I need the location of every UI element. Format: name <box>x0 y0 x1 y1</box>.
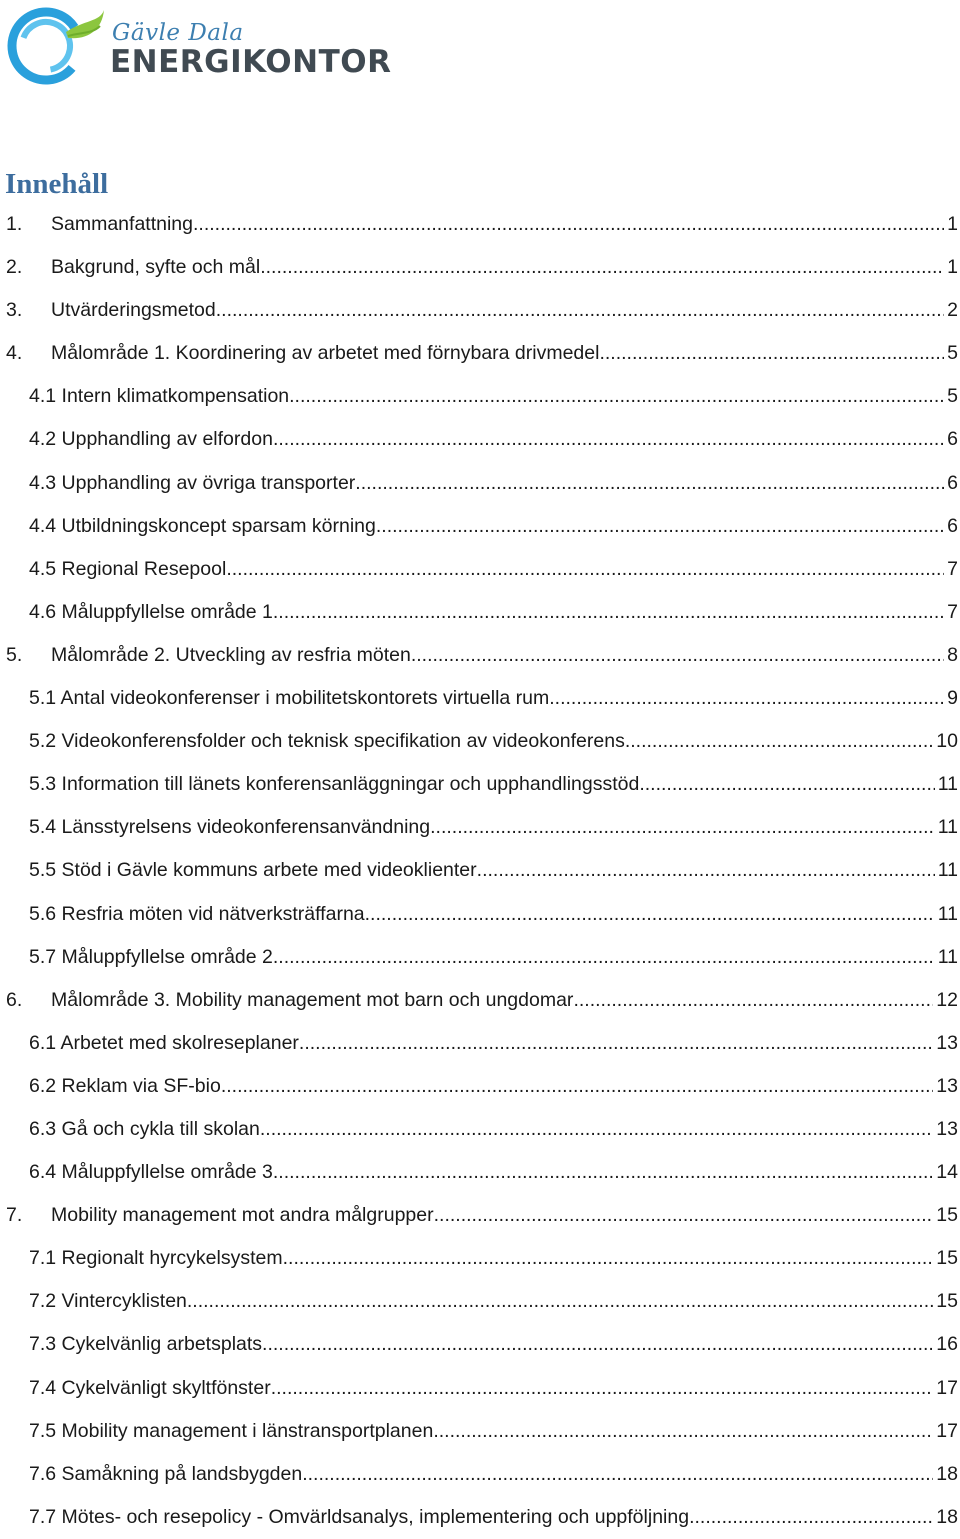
toc-entry-title: 6.4 Måluppfyllelse område 3 <box>29 1161 273 1184</box>
toc-dot-leader <box>273 1151 933 1194</box>
toc-dot-leader <box>430 806 935 849</box>
toc-entry-number: 1. <box>6 213 23 235</box>
toc-entry[interactable] <box>0 1194 960 1237</box>
toc-entry-page: 11 <box>937 773 958 796</box>
toc-entry-page: 15 <box>936 1290 958 1313</box>
logo-wordmark-top: Gävle Dala <box>112 20 244 46</box>
toc-entry-line <box>29 1022 960 1065</box>
toc-entry-line <box>29 1280 960 1323</box>
logo-swirl-icon <box>4 2 108 88</box>
toc-entry[interactable] <box>0 634 960 677</box>
toc-dot-leader <box>193 203 944 246</box>
toc-entry-line <box>29 806 960 849</box>
toc-dot-leader <box>599 332 944 375</box>
logo-wordmark-bottom: ENERGIKONTOR <box>110 44 392 80</box>
toc-entry-title: 5.5 Stöd i Gävle kommuns arbete med videoklienter <box>29 859 477 882</box>
toc-entry[interactable] <box>0 720 960 763</box>
toc-entry[interactable] <box>0 505 960 548</box>
toc-entry[interactable] <box>0 1065 960 1108</box>
toc-dot-leader <box>302 1453 933 1496</box>
toc-entry[interactable] <box>0 1367 960 1410</box>
toc-dot-leader <box>226 548 944 591</box>
toc-entry-title: 6.3 Gå och cykla till skolan <box>29 1117 260 1140</box>
toc-entry[interactable] <box>0 1453 960 1496</box>
toc-entry-line <box>29 1151 960 1194</box>
toc-entry-number: 2. <box>6 256 23 279</box>
toc-entry-title: 4.6 Måluppfyllelse område 1 <box>29 600 273 623</box>
toc-entry-line <box>29 418 960 461</box>
toc-entry-line <box>29 1496 960 1539</box>
toc-entry-page: 13 <box>936 1031 958 1054</box>
toc-entry-line <box>29 548 960 591</box>
toc-dot-leader <box>273 936 935 979</box>
toc-entry-title: 4.4 Utbildningskoncept sparsam körning <box>29 514 376 537</box>
toc-entry[interactable] <box>0 1496 960 1539</box>
toc-dot-leader <box>365 893 935 936</box>
toc-entry[interactable] <box>0 548 960 591</box>
toc-entry-line <box>51 1194 960 1237</box>
table-of-contents <box>0 203 960 1539</box>
toc-dot-leader <box>221 1065 933 1108</box>
toc-entry-page: 6 <box>947 471 958 494</box>
toc-dot-leader <box>411 634 944 677</box>
toc-entry-page: 14 <box>936 1161 958 1184</box>
toc-dot-leader <box>625 720 933 763</box>
toc-heading: Innehåll <box>5 168 109 200</box>
toc-entry-page: 17 <box>936 1419 958 1442</box>
toc-dot-leader <box>689 1496 933 1539</box>
toc-entry-page: 11 <box>937 945 958 968</box>
toc-dot-leader <box>271 1367 934 1410</box>
toc-dot-leader <box>555 677 944 720</box>
toc-entry[interactable] <box>0 462 960 505</box>
toc-entry[interactable] <box>0 1022 960 1065</box>
toc-dot-leader <box>187 1280 933 1323</box>
toc-dot-leader <box>273 591 944 634</box>
toc-entry-line <box>29 936 960 979</box>
toc-entry[interactable] <box>0 1237 960 1280</box>
toc-entry-line <box>29 1237 960 1280</box>
toc-entry-page: 7 <box>947 600 958 623</box>
toc-entry-line <box>29 1367 960 1410</box>
toc-entry-page: 1 <box>947 256 958 279</box>
toc-entry-number: 3. <box>6 299 23 322</box>
toc-entry-title: 5.4 Länsstyrelsens videokonferensanvändning <box>29 816 431 839</box>
toc-entry-title: 4.2 Upphandling av elfordon <box>29 428 273 451</box>
toc-entry[interactable] <box>0 332 960 375</box>
toc-entry-page: 2 <box>947 299 958 322</box>
energikontor-logo <box>4 2 392 88</box>
toc-entry-line <box>51 332 960 375</box>
toc-dot-leader <box>216 289 944 332</box>
toc-dot-leader <box>433 1410 933 1453</box>
toc-entry-line <box>29 763 960 806</box>
toc-entry[interactable] <box>0 893 960 936</box>
toc-entry[interactable] <box>0 979 960 1022</box>
toc-entry-page: 9 <box>947 687 958 710</box>
toc-entry-title: Bakgrund, syfte och mål <box>51 256 261 279</box>
toc-entry-title: 6.2 Reklam via SF-bio <box>29 1074 221 1097</box>
toc-entry[interactable] <box>0 591 960 634</box>
toc-entry-line <box>51 634 960 677</box>
toc-entry-title: 7.6 Samåkning på landsbygden <box>29 1462 303 1485</box>
toc-entry-page: 13 <box>936 1074 958 1097</box>
toc-entry-number: 6. <box>6 988 23 1011</box>
toc-entry[interactable] <box>0 677 960 720</box>
toc-entry-page: 12 <box>936 988 958 1011</box>
toc-entry[interactable] <box>0 1151 960 1194</box>
toc-entry-line <box>29 1065 960 1108</box>
toc-entry-page: 18 <box>936 1462 958 1485</box>
toc-entry-page: 10 <box>936 730 958 753</box>
toc-entry[interactable] <box>0 1410 960 1453</box>
toc-dot-leader <box>477 849 935 892</box>
toc-dot-leader <box>289 375 944 418</box>
toc-entry-title: 7.1 Regionalt hyrcykelsystem <box>29 1247 283 1270</box>
toc-entry-line <box>29 677 960 720</box>
toc-entry-title: 7.5 Mobility management i länstransportplanen <box>29 1419 434 1442</box>
toc-entry-line <box>51 289 960 332</box>
toc-entry[interactable] <box>0 806 960 849</box>
toc-dot-leader <box>355 462 944 505</box>
toc-entry-title: Målområde 1. Koordinering av arbetet med förnybara drivmedel <box>51 342 600 365</box>
toc-entry-title: Mobility management mot andra målgrupper <box>51 1204 434 1227</box>
toc-entry-line <box>29 375 960 418</box>
toc-entry-title: 7.7 Mötes- och resepolicy - Omvärldsanalys, implementering och uppföljning <box>29 1505 690 1528</box>
toc-entry-line <box>51 246 960 289</box>
toc-entry[interactable] <box>0 1280 960 1323</box>
toc-dot-leader <box>376 505 944 548</box>
toc-entry-title: 5.3 Information till länets konferensanläggningar och upphandlingsstöd <box>29 773 640 796</box>
toc-entry-title: 7.2 Vintercyklisten <box>29 1290 187 1313</box>
toc-entry[interactable] <box>0 289 960 332</box>
toc-entry-line <box>51 979 960 1022</box>
toc-entry-line <box>29 591 960 634</box>
toc-entry[interactable] <box>0 375 960 418</box>
toc-entry-title: 4.3 Upphandling av övriga transporter <box>29 471 356 494</box>
toc-entry-line <box>29 462 960 505</box>
toc-entry-title: 5.2 Videokonferensfolder och teknisk specifikation av videokonferens <box>29 730 625 753</box>
toc-entry-title: Målområde 2. Utveckling av resfria möten <box>51 643 411 666</box>
toc-dot-leader <box>260 246 944 289</box>
toc-entry-page: 1 <box>947 213 958 235</box>
toc-entry[interactable] <box>0 763 960 806</box>
toc-entry-page: 16 <box>936 1333 958 1356</box>
toc-dot-leader <box>273 418 944 461</box>
toc-entry-line <box>51 203 960 246</box>
toc-entry-title: 6.1 Arbetet med skolreseplaner <box>29 1031 299 1054</box>
toc-entry[interactable] <box>0 203 960 246</box>
toc-entry-page: 7 <box>947 557 958 580</box>
toc-entry-line <box>29 505 960 548</box>
toc-entry-page: 11 <box>937 902 958 925</box>
toc-dot-leader <box>262 1323 933 1366</box>
toc-entry-line <box>29 1323 960 1366</box>
toc-entry-title: Utvärderingsmetod <box>51 299 216 322</box>
toc-entry-page: 6 <box>947 514 958 537</box>
toc-entry-page: 15 <box>936 1204 958 1227</box>
toc-entry-line <box>29 1410 960 1453</box>
toc-entry-title: Målområde 3. Mobility management mot barn och ungdomar <box>51 988 574 1011</box>
toc-entry-title: Sammanfattning <box>51 213 193 235</box>
toc-entry-page: 8 <box>947 643 958 666</box>
toc-entry[interactable] <box>0 936 960 979</box>
toc-entry[interactable] <box>0 246 960 289</box>
toc-entry-title: 5.7 Måluppfyllelse område 2 <box>29 945 273 968</box>
toc-entry[interactable] <box>0 849 960 892</box>
toc-entry-page: 6 <box>947 428 958 451</box>
toc-entry-page: 11 <box>937 859 958 882</box>
toc-entry-number: 4. <box>6 342 23 365</box>
toc-entry-page: 18 <box>936 1505 958 1528</box>
toc-dot-leader <box>573 979 933 1022</box>
toc-dot-leader <box>283 1237 934 1280</box>
toc-entry-line <box>29 1453 960 1496</box>
toc-entry-page: 15 <box>936 1247 958 1270</box>
toc-entry-line <box>29 849 960 892</box>
toc-entry-number: 5. <box>6 643 23 666</box>
toc-dot-leader <box>639 763 934 806</box>
toc-entry-page: 5 <box>947 385 958 408</box>
toc-entry-title: 4.5 Regional Resepool <box>29 557 227 580</box>
toc-entry-title: 5.6 Resfria möten vid nätverksträffarna <box>29 902 365 925</box>
toc-entry-line <box>29 1108 960 1151</box>
toc-entry-page: 5 <box>947 342 958 365</box>
toc-entry-title: 7.4 Cykelvänligt skyltfönster <box>29 1376 271 1399</box>
toc-entry[interactable] <box>0 418 960 461</box>
toc-entry-number: 7. <box>6 1204 23 1227</box>
toc-dot-leader <box>299 1022 933 1065</box>
toc-entry[interactable] <box>0 1108 960 1151</box>
toc-entry[interactable] <box>0 1323 960 1366</box>
toc-entry-page: 11 <box>937 816 958 839</box>
toc-entry-page: 17 <box>936 1376 958 1399</box>
toc-entry-line <box>29 893 960 936</box>
toc-entry-line <box>29 720 960 763</box>
toc-entry-title: 7.3 Cykelvänlig arbetsplats <box>29 1333 263 1356</box>
toc-dot-leader <box>434 1194 934 1237</box>
toc-entry-page: 13 <box>936 1117 958 1140</box>
toc-entry-title: 5.1 Antal videokonferenser i mobilitetskontorets virtuella rum. <box>29 687 555 710</box>
toc-entry-title: 4.1 Intern klimatkompensation <box>29 385 290 408</box>
toc-dot-leader <box>260 1108 933 1151</box>
